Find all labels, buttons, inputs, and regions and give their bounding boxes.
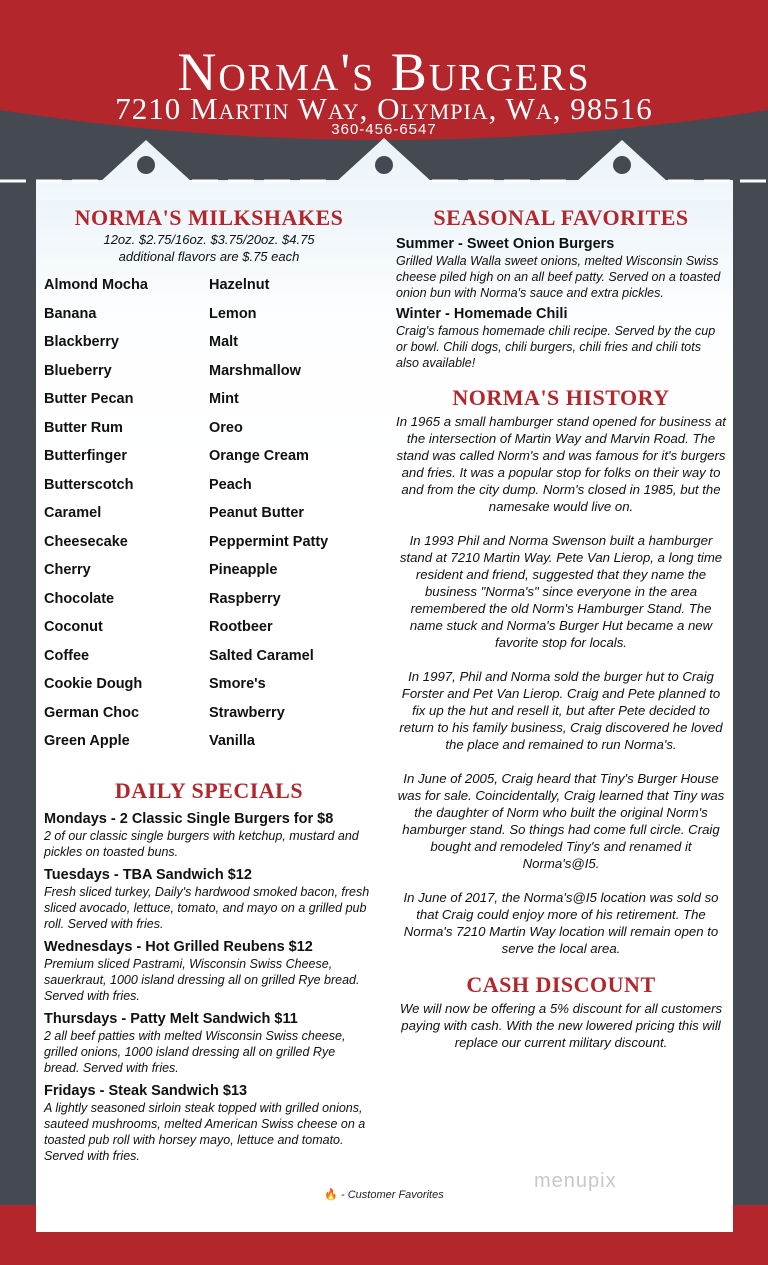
flavor-item: Marshmallow bbox=[209, 362, 301, 379]
flavor-item: Butter Pecan bbox=[44, 391, 134, 407]
flavor-item: Caramel bbox=[44, 505, 102, 521]
seasonal-desc: Grilled Walla Walla sweet onions, melted Wisconsin Swiss cheese piled high on an all beef patty. Served on a toasted onion bun with Norma's sauce and extra pickles. bbox=[396, 254, 721, 300]
cash-discount-title: CASH DISCOUNT bbox=[466, 972, 656, 997]
flavor-item: Peanut Butter bbox=[209, 505, 305, 521]
special-item bbox=[44, 1082, 374, 1164]
flavor-item: Mint bbox=[209, 391, 239, 407]
restaurant-address: 7210 Martin Way, Olympia, Wa, 98516 bbox=[115, 91, 653, 126]
flavor-item: Malt bbox=[209, 334, 238, 350]
seasonal-item bbox=[396, 235, 726, 301]
seasonal-item bbox=[396, 305, 726, 371]
flavor-item: Rootbeer bbox=[209, 619, 273, 635]
tag-peaks bbox=[0, 0, 768, 220]
milkshakes-title: NORMA'S MILKSHAKES bbox=[74, 205, 344, 230]
special-desc: 2 of our classic single burgers with ketchup, mustard and pickles on toasted buns. bbox=[44, 828, 359, 859]
flavor-item: Butter Rum bbox=[44, 419, 123, 436]
cash-discount-text: We will now be offering a 5% discount for all customers paying with cash. With the new lowered pricing this will replace our current military discount. bbox=[399, 1001, 723, 1050]
flavor-item: German Choc bbox=[44, 704, 140, 721]
history-paragraph: In June of 2005, Craig heard that Tiny's Burger House was for sale. Coincidentally, Craig learned that Tiny was the daughter of Norm who built the original Norm's hamburger stand. So things had come full circle. Craig bought and remodeled Tiny's and renamed it Norma's@I5. bbox=[397, 771, 725, 871]
flavor-item: Blackberry bbox=[44, 334, 119, 350]
seasonal-name: Winter - Homemade Chili bbox=[396, 306, 568, 322]
flavor-item: Banana bbox=[44, 305, 97, 322]
restaurant-phone: 360-456-6547 bbox=[331, 121, 437, 138]
flavor-item: Blueberry bbox=[44, 362, 112, 379]
special-desc: A lightly seasoned sirloin steak topped with grilled onions, sauteed mushrooms, melted American Swiss cheese on a toasted pub roll with horsey mayo, lettuce and tomato. Served with fries. bbox=[44, 1100, 366, 1163]
flavor-item: Pineapple bbox=[209, 562, 278, 578]
special-name: Thursdays - Patty Melt Sandwich $11 bbox=[44, 1010, 298, 1027]
flame-icon: 🔥 bbox=[324, 1189, 338, 1201]
milkshake-prices: 12oz. $2.75/16oz. $3.75/20oz. $4.75 bbox=[103, 232, 315, 247]
flavor-item: Peppermint Patty bbox=[209, 533, 329, 550]
seasonal-name: Summer - Sweet Onion Burgers bbox=[396, 236, 615, 252]
flavor-item: Salted Caramel bbox=[209, 647, 314, 664]
flavor-item: Lemon bbox=[209, 305, 257, 322]
special-name: Tuesdays - TBA Sandwich $12 bbox=[44, 866, 252, 883]
history-paragraph: In 1997, Phil and Norma sold the burger hut to Craig Forster and Pet Van Lierop. Craig and Pete planned to fix up the hut and resell it, but after Pete decided to return to his family business, Craig discovered he loved the place and remained to run Norma's. bbox=[399, 669, 723, 752]
watermark: menupix bbox=[534, 1170, 617, 1192]
flavor-item: Green Apple bbox=[44, 733, 130, 749]
daily-specials-list bbox=[44, 810, 374, 1164]
special-name: Fridays - Steak Sandwich $13 bbox=[44, 1082, 248, 1099]
flavor-item: Oreo bbox=[209, 419, 243, 436]
restaurant-title: Norma's Burgers bbox=[177, 42, 591, 102]
flavor-item: Cherry bbox=[44, 562, 91, 578]
seasonal-desc: Craig's famous homemade chili recipe. Served by the cup or bowl. Chili dogs, chili burgers, chili fries and chili tots also available! bbox=[396, 324, 716, 370]
history-paragraph: In 1965 a small hamburger stand opened for business at the intersection of Martin Way and Marvin Road. The stand was called Norm's and was famous for it's burgers and fries. It was a popular stop for folks on their way to and from the city dump. Norm's closed in 1985, but the namesake would live on. bbox=[396, 414, 726, 514]
special-desc: 2 all beef patties with melted Wisconsin Swiss cheese, grilled onions, 1000 island dressing all on grilled Rye bread. Served with fries. bbox=[44, 1028, 346, 1075]
special-item bbox=[44, 810, 374, 860]
flavor-column-2 bbox=[209, 275, 374, 760]
flavor-column-1 bbox=[44, 275, 209, 760]
special-item bbox=[44, 1010, 374, 1076]
flavor-item: Butterfinger bbox=[44, 448, 127, 464]
history-paragraph: In June of 2017, the Norma's@I5 location was sold so that Craig could enjoy more of his retirement. The Norma's 7210 Martin Way location will remain open to serve the local area. bbox=[403, 890, 719, 956]
flavor-item: Vanilla bbox=[209, 733, 255, 749]
left-column bbox=[44, 205, 374, 1164]
flavor-item: Butterscotch bbox=[44, 476, 134, 493]
seasonal-title: SEASONAL FAVORITES bbox=[433, 205, 689, 230]
special-item bbox=[44, 866, 374, 932]
flavor-item: Cheesecake bbox=[44, 533, 128, 550]
flavor-item: Almond Mocha bbox=[44, 277, 148, 293]
special-item bbox=[44, 938, 374, 1004]
flavor-item: Smore's bbox=[209, 676, 266, 692]
flavor-item: Cookie Dough bbox=[44, 676, 143, 692]
special-name: Wednesdays - Hot Grilled Reubens $12 bbox=[44, 938, 313, 955]
flavor-item: Chocolate bbox=[44, 590, 115, 607]
flavor-item: Coconut bbox=[44, 619, 103, 635]
special-desc: Fresh sliced turkey, Daily's hardwood smoked bacon, fresh sliced avocado, lettuce, tomato, and mayo on a grilled pub roll. Served with fries. bbox=[44, 884, 370, 931]
history-paragraph: In 1993 Phil and Norma Swenson built a hamburger stand at 7210 Martin Way. Pete Van Lierop, a long time resident and friend, suggested that they name the business "Norma's" since everyone in the area remembered the old Norm's Hamburger Stand. The name stuck and Norma's Burger Hut became a new favorite stop for locals. bbox=[399, 533, 723, 650]
flavor-item: Peach bbox=[209, 476, 252, 493]
history-title: NORMA'S HISTORY bbox=[452, 385, 670, 410]
special-name: Mondays - 2 Classic Single Burgers for $8 bbox=[44, 810, 334, 827]
milkshake-extra: additional flavors are $.75 each bbox=[118, 249, 300, 264]
footnote bbox=[0, 1188, 768, 1201]
flavor-item: Hazelnut bbox=[209, 277, 270, 293]
right-column bbox=[396, 205, 726, 1068]
flavor-item: Raspberry bbox=[209, 590, 281, 607]
flavor-list bbox=[44, 275, 374, 760]
flavor-item: Coffee bbox=[44, 647, 90, 664]
flavor-item: Orange Cream bbox=[209, 448, 309, 464]
special-desc: Premium sliced Pastrami, Wisconsin Swiss Cheese, sauerkraut, 1000 island dressing all on grilled Rye bread. Served with fries. bbox=[44, 956, 360, 1003]
history-text bbox=[396, 413, 726, 957]
flavor-item: Strawberry bbox=[209, 704, 285, 721]
seasonal-list bbox=[396, 235, 726, 371]
daily-specials-title: DAILY SPECIALS bbox=[114, 777, 304, 803]
footnote-text: - Customer Favorites bbox=[341, 1189, 444, 1201]
